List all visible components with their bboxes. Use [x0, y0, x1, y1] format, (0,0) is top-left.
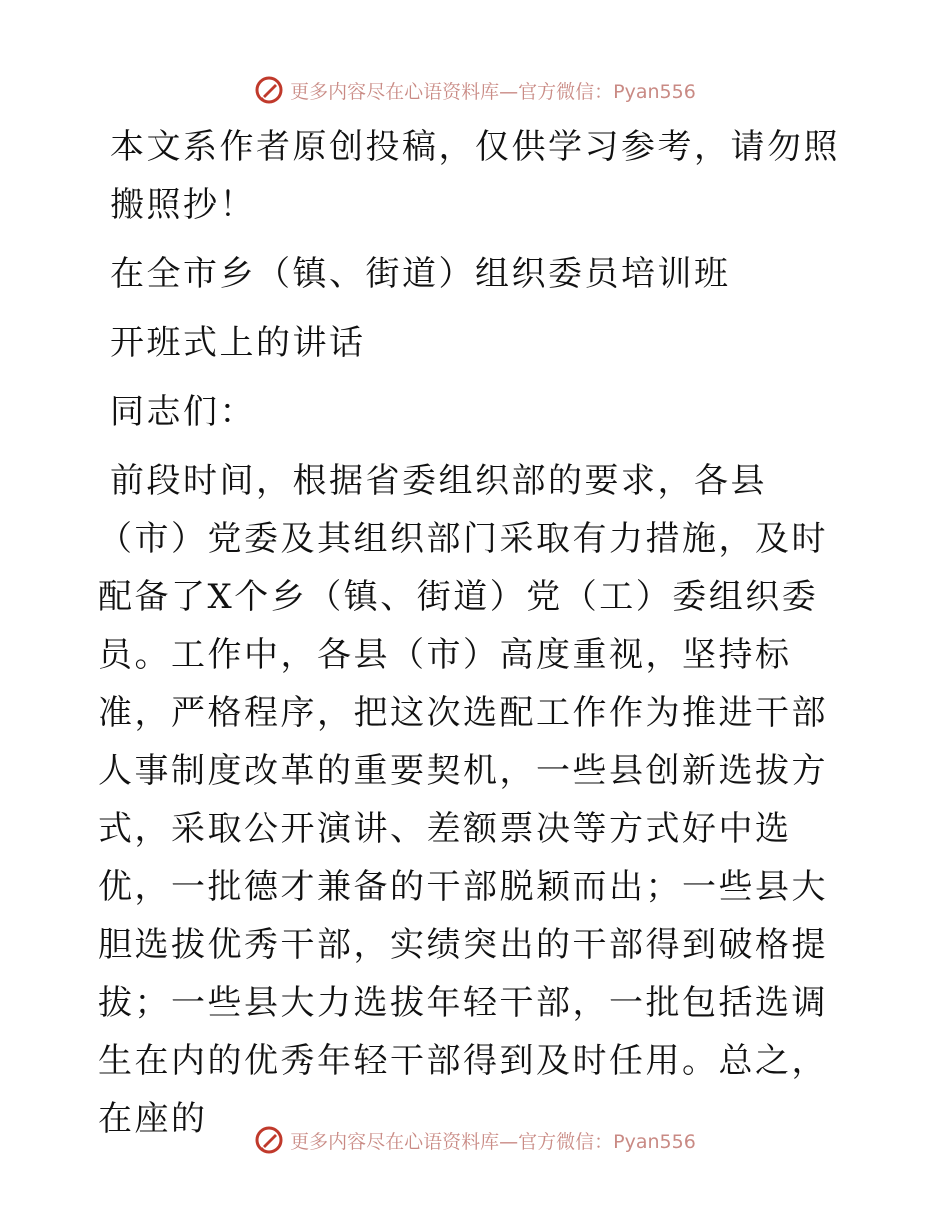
- document-body: [98, 118, 853, 1148]
- disclaimer-paragraph: 本文系作者原创投稿，仅供学习参考，请勿照搬照抄！: [110, 127, 840, 225]
- watermark-text: 更多内容尽在心语资料库—官方微信：Pyan556: [290, 80, 696, 103]
- body-paragraph: [98, 452, 853, 1148]
- watermark-text: 更多内容尽在心语资料库—官方微信：Pyan556: [290, 1130, 696, 1153]
- speech-title-line-1: 在全市乡（镇、街道）组织委员培训班: [110, 254, 731, 294]
- salutation: 同志们：: [110, 392, 256, 432]
- footer-watermark-banner: [0, 1120, 950, 1160]
- header-watermark-banner: [0, 70, 950, 110]
- speech-title-line-2: 开班式上的讲话: [110, 323, 366, 363]
- pen-logo-icon: [254, 1125, 284, 1155]
- pen-logo-icon: [254, 75, 284, 105]
- body-paragraph-text: 前段时间，根据省委组织部的要求，各县（市）党委及其组织部门采取有力措施，及时配备了X个乡（镇、街道）党（工）委组织委员。工作中，各县（市）高度重视，坚持标准，严格程序，把这次选配工作作为推进干部人事制度改革的重要契机，一些县创新选拔方式，采取公开演讲、差额票决等方式好中选优，一批德才兼备的干部脱颖而出；一些县大胆选拔优秀干部，实绩突出的干部得到破格提拔；一些县大力选拔年轻干部，一批包括选调生在内的优秀年轻干部得到及时任用。总之，在座的: [98, 461, 828, 1139]
